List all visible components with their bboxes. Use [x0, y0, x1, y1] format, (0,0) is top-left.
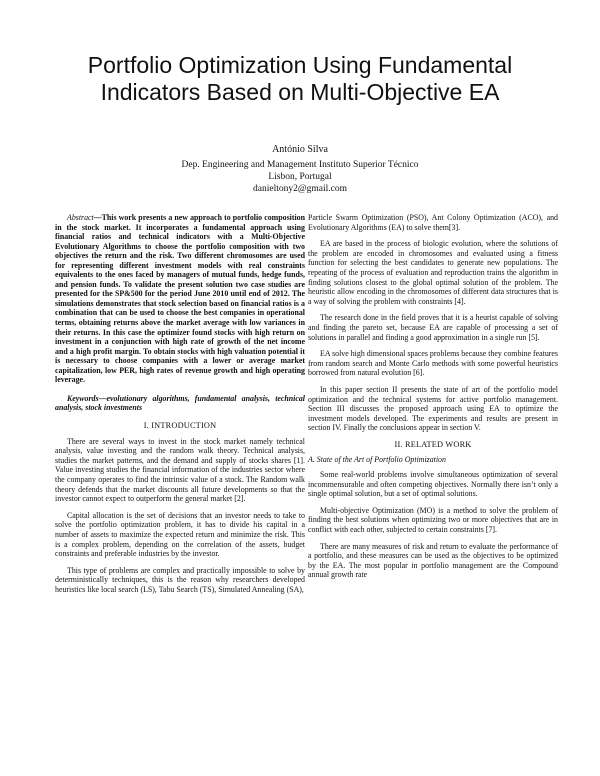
author-location: Lisbon, Portugal	[268, 172, 332, 182]
left-column	[55, 213, 305, 602]
abstract-text: —This work presents a new approach to portfolio composition in the stock market. It incorporates a fundamental approach using financial ratios and technical indicators with a Multi-Objective Evolutionary Algorithms to choose the portfolio composition with two objectives the return and the risk. Two different chromosomes are used for representing different investment models with real constraints equivalents to the ones faced by managers of mutual funds, hedge funds, and pension funds. To validate the present solution two case studies are presented for the SP&500 for the period June 2010 until end of 2012. The simulations demonstrates that stock selection based on financial ratios is a combination that can be used to choose the best companies in operational terms, obtaining returns above the market average with low variances in their returns. In this case the optimizer found stocks with high return on investment in a conjunction with high rate of growth of the net income and a high profit margin. To obtain stocks with high valuation potential it is necessary to choose companies with a lower or average market capitalization, low PER, high rates of revenue growth and high operating leverage.	[55, 213, 305, 385]
paper-title: Portfolio Optimization Using Fundamental Indicators Based on Multi-Objective EA	[87, 52, 513, 105]
right-column	[308, 213, 558, 587]
body-paragraph: Multi-objective Optimization (MO) is a method to solve the problem of finding the best solutions when optimizing two or more objectives that are in conflict with each other, subjected to certain constraints [7].	[308, 505, 558, 535]
section-heading-related-work: II. RELATED WORK	[394, 439, 472, 449]
keywords-label: Keywords—	[67, 393, 107, 403]
abstract-label: Abstract	[67, 213, 94, 222]
body-paragraph: The research done in the field proves that it is a heurist capable of solving and finding the pareto set, because EA are capable of processing a set of solutions in parallel and finding a good approximation in a single run [5].	[308, 313, 558, 342]
body-paragraph: In this paper section II presents the state of art of the portfolio model optimization and the technical systems for active portfolio management. Section III discusses the proposed approach using EA to optimize the investment models developed. The experiments and results are present in section IV. Finally the conclusions appear in section V.	[308, 384, 558, 433]
abstract	[55, 213, 305, 385]
body-paragraph: EA are based in the process of biologic evolution, where the solutions of the problem are encoded in chromosomes and evaluated using a fitness function for selecting the best candidates to generate new populations. The repeating of the process of evaluation and reproduction trains the algorithm in finding solutions closest to the global optimal solution of the problem. The heuristic allow encoding in the chromosomes of different data structures that is a way of solving the problem with constraints [4].	[308, 239, 558, 306]
author-name: António Silva	[272, 144, 328, 155]
author-block	[100, 144, 500, 195]
section-heading-introduction: I. INTRODUCTION	[143, 421, 217, 431]
keywords-text: evolutionary algorithms, fundamental analysis, technical analysis, stock investments	[55, 393, 305, 413]
author-affiliation: Dep. Engineering and Management Instituto Superior Técnico	[181, 160, 419, 170]
body-paragraph: Capital allocation is the set of decisions that an investor needs to take to solve the portfolio optimization problem, it has to divide his capital in a number of assets to maximize the expected return and minimize the risk. This is a complex problem, depending on the correlation of the assets, budget constraints and preferable industries by the investor.	[55, 510, 305, 559]
body-paragraph: There are many measures of risk and return to evaluate the performance of a portfolio, and these measures can be used as the objectives to be optimized by the EA. The most popular in portfolio management are the Compound annual growth rate	[308, 541, 558, 580]
body-paragraph: EA solve high dimensional spaces problems because they combine features from random search and Monte Carlo methods with some powerful heuristics borrowed from natural evolution [6].	[308, 349, 558, 378]
body-paragraph: This type of problems are complex and practically impossible to solve by deterministically techniques, this is the reason why researchers developed heuristics like local search (LS), Tabu Search (TS), Simulated Annealing (SA),	[55, 565, 305, 594]
body-paragraph: There are several ways to invest in the stock market namely technical analysis, value investing and the random walk theory. Technical analysis, studies the market patterns, and the demand and supply of stocks shares [1]. Value investing studies the financial information of the industries sector where the company operates to find the intrinsic value of a stock. The Random walk theory defends that the market discounts all future developments so that the investor cannot expect to outperform the general market [2].	[55, 436, 305, 504]
body-paragraph: Some real-world problems involve simultaneous optimization of several incommensurable and often competing objectives. Normally there isn’t only a single optimal solution, but a set of optimal solutions.	[308, 470, 558, 499]
body-paragraph: Particle Swarm Optimization (PSO), Ant Colony Optimization (ACO), and Evolutionary Algorithms (EA) to solve them[3].	[308, 213, 558, 232]
keywords	[55, 394, 305, 413]
author-email: danieltony2@gmail.com	[253, 184, 347, 194]
subsection-heading-state-of-art: A. State of the Art of Portfolio Optimization	[308, 455, 446, 465]
